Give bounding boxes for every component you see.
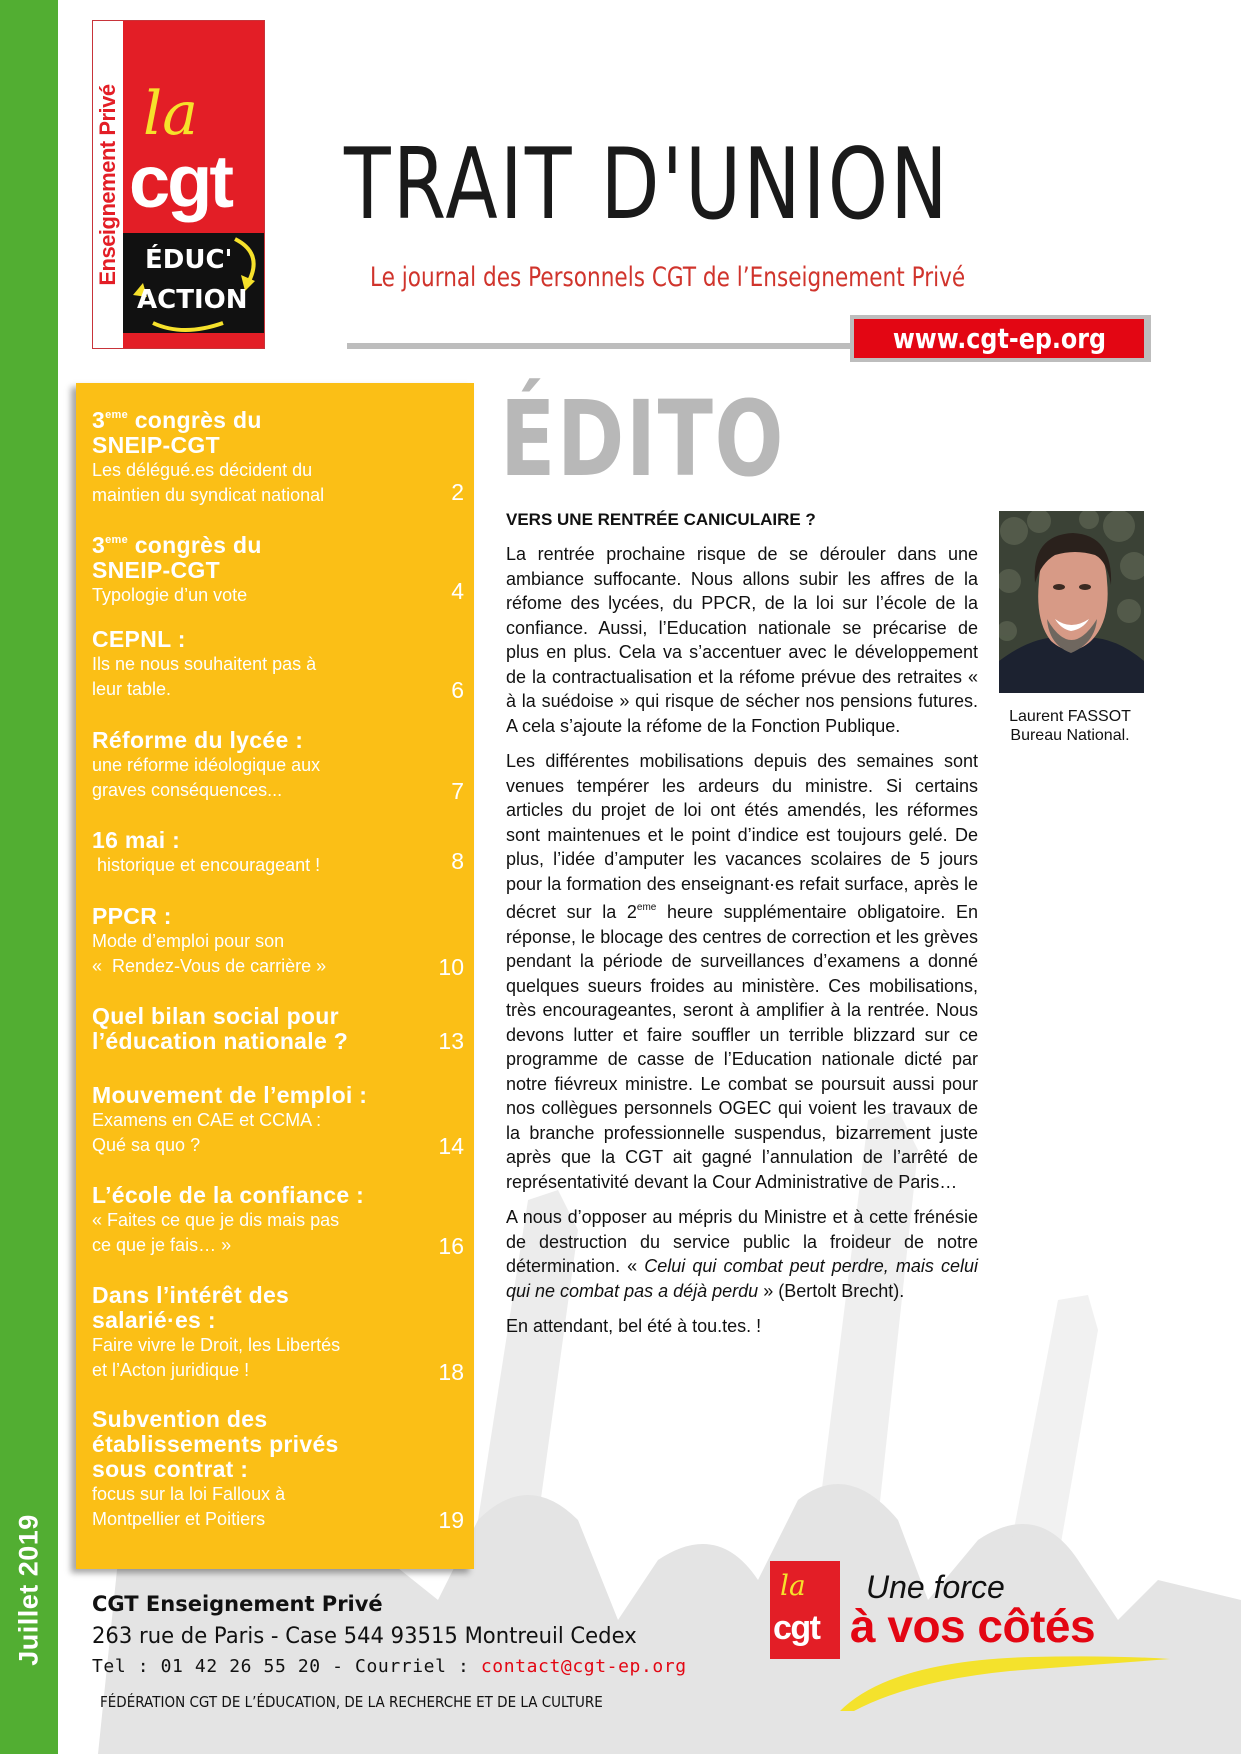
website-badge[interactable] [850, 315, 1151, 362]
toc-item-subtitle: Faire vivre le Droit, les Libertés [92, 1335, 341, 1355]
toc-item-subtitle: leur table. [92, 679, 172, 699]
cgt-slogan-logo [770, 1561, 1170, 1711]
toc-item-page: 6 [451, 677, 464, 703]
journal-subtitle: Le journal des Personnels CGT de l’Enseignement Privé [370, 262, 966, 293]
toc-item-subtitle: et l’Acton juridique ! [92, 1360, 250, 1380]
toc-item-heading-line2: établissements privés [92, 1431, 339, 1457]
toc-item-subtitle: Mode d’emploi pour son [92, 931, 285, 951]
footer-address: 263 rue de Paris - Case 544 93515 Montreuil Cedex [92, 1624, 637, 1649]
toc-item-page: 8 [451, 848, 464, 874]
toc-item[interactable] [92, 1083, 464, 1158]
logo-la: la [143, 79, 198, 149]
toc-item[interactable] [92, 904, 464, 979]
footer-organization: CGT Enseignement Privé [92, 1592, 383, 1616]
logo-vertical-band [93, 21, 123, 348]
edito-closing: En attendant, bel été à tou.tes. ! [506, 1316, 762, 1336]
toc-item-page: 7 [451, 778, 464, 804]
edito-heading: VERS UNE RENTRÉE CANICULAIRE ? [506, 510, 816, 529]
toc-item-heading-line3: sous contrat : [92, 1456, 249, 1482]
footer-federation: FÉDÉRATION CGT DE L’ÉDUCATION, DE LA RECHERCHE ET DE LA CULTURE [100, 1693, 603, 1711]
author-photo [999, 511, 1144, 693]
toc-item-heading-line2: SNEIP-CGT [92, 432, 220, 458]
logo-vertical-text: Enseignement Privé [95, 84, 120, 286]
toc-item-heading: Quel bilan social pour [92, 1003, 339, 1029]
toc-item-subtitle: Les délégué.es décident du [92, 460, 313, 480]
toc-item-heading: CEPNL : [92, 626, 186, 652]
toc-item-heading: L’école de la confiance : [92, 1182, 365, 1208]
brecht-quote: Celui qui combat peut perdre, mais celui qui ne combat pas a déjà perdu [506, 1256, 978, 1301]
toc-item-page: 14 [438, 1133, 464, 1159]
toc-item-page: 16 [438, 1233, 464, 1259]
edito-title: ÉDITO [500, 378, 786, 500]
slogan-cgt: cgt [773, 1609, 820, 1647]
toc-item[interactable] [92, 403, 464, 508]
toc-item-heading: 16 mai : [92, 827, 181, 853]
toc-item-subtitle: « Rendez-Vous de carrière » [92, 956, 327, 976]
toc-item-heading: Mouvement de l’emploi : [92, 1082, 368, 1108]
toc-item-heading: 3eme congrès du [92, 407, 262, 433]
portrait-image [999, 511, 1144, 693]
toc-item-subtitle: historique et encourageant ! [92, 855, 321, 875]
edito-paragraph: La rentrée prochaine risque de se dérouler dans une ambiance suffocante. Nous allons subir les affres de la réfome des lycées, du PPCR, de la loi sur l’école de la confiance. Aussi, l’Education nationale se précarise de plus en plus. Cela va s’accentuer avec le développement de la contractualisation et la réfome prévue des retraites « à la suédoise » qui risque de sécher nos pensions futures. A cela s’ajoute la réfome de la Fonction Publique. [506, 544, 978, 736]
logo-educ-text: ÉDUC' [145, 245, 233, 275]
toc-item-page: 4 [451, 578, 464, 604]
toc-item-heading: PPCR : [92, 903, 172, 929]
toc-item-page: 10 [438, 954, 464, 980]
table-of-contents [76, 383, 474, 1569]
photo-caption [990, 707, 1150, 745]
issue-date: Juillet 2019 [13, 1514, 44, 1666]
toc-item[interactable] [92, 728, 464, 803]
toc-item-subtitle: Ils ne nous souhaitent pas à [92, 654, 317, 674]
toc-item-page: 13 [438, 1028, 464, 1054]
toc-item[interactable] [92, 1407, 464, 1532]
toc-item-heading-line2: SNEIP-CGT [92, 557, 220, 583]
logo-action-text: ACTION [137, 285, 248, 315]
footer-email-link[interactable]: contact@cgt-ep.org [480, 1656, 687, 1677]
toc-item-subtitle: une réforme idéologique aux [92, 755, 321, 775]
author-role: Bureau National. [1010, 727, 1130, 744]
toc-item-page: 19 [438, 1507, 464, 1533]
slogan-line2: à vos côtés [850, 1600, 1096, 1652]
edito-paragraph: Les différentes mobilisations depuis des semaines sont venues tempérer les ardeurs du ministre. Si certains articles du projet de loi ont étés amendés, les réformes sont maintenues et le point d’indice est toujours gelé. De plus, l’idée d’amputer les vacances scolaires de 5 jours pour la formation des enseignant·es refait surface, après le décret sur la 2eme heure supplémentaire obligatoire. En réponse, le blocage des centres de correction et les grèves pendant la période de surveillances d’examens a donné quelques sueurs froides au ministère. Ces mobilisations, très encourageantes, seront à amplifier à la rentrée. Nous devons lutter et faire souffler un terrible blizzard sur ce programme de casse de l’Education nationale dicté par notre fiévreux ministre. Le combat se poursuit aussi pour nos collègues personnels OGEC qui voient les travaux de la branche professionnelle suspendus, bizarrement juste après que la CGT ait gagné l’annulation de l’arrêté de représentativité devant la Cour Administrative de Paris… [506, 751, 978, 1192]
toc-item-subtitle: focus sur la loi Falloux à [92, 1484, 286, 1504]
logo-educaction-block [123, 233, 265, 333]
toc-item[interactable] [92, 1183, 464, 1258]
slogan-la: la [780, 1569, 806, 1602]
toc-item-subtitle: « Faites ce que je dis mais pas [92, 1210, 340, 1230]
toc-item-subtitle: graves conséquences... [92, 780, 283, 800]
toc-item-subtitle: maintien du syndicat national [92, 485, 325, 505]
toc-item-heading-line2: l’éducation nationale ? [92, 1028, 349, 1054]
toc-item-subtitle: Montpellier et Poitiers [92, 1509, 266, 1529]
toc-item-subtitle: Qué sa quo ? [92, 1135, 201, 1155]
footer-contact [92, 1656, 687, 1677]
toc-item-page: 2 [451, 479, 464, 505]
journal-title: TRAIT D'UNION [344, 128, 950, 242]
toc-item-heading: 3eme congrès du [92, 532, 262, 558]
slogan-line1: Une force [866, 1569, 1005, 1605]
author-name: Laurent FASSOT [1009, 708, 1131, 725]
green-side-bar [0, 0, 58, 1754]
footer-phone: Tel : 01 42 26 55 20 - Courriel : [92, 1656, 481, 1677]
edito-paragraph: A nous d’opposer au mépris du Ministre et à cette frénésie de destruction du service public la froideur de notre détermination. « Celui qui combat peut perdre, mais celui qui ne combat pas a déjà perdu » (Bertolt Brecht). [506, 1207, 978, 1301]
edito-body [506, 542, 978, 1350]
toc-item-subtitle: Examens en CAE et CCMA : [92, 1110, 322, 1130]
toc-item-heading: Dans l’intérêt des [92, 1282, 290, 1308]
toc-item[interactable] [92, 1004, 464, 1054]
toc-item[interactable] [92, 528, 464, 608]
toc-item[interactable] [92, 627, 464, 702]
cgt-small-logo [770, 1561, 840, 1659]
toc-item[interactable] [92, 828, 464, 878]
toc-item-heading: Subvention des [92, 1406, 268, 1432]
toc-item[interactable] [92, 1283, 464, 1383]
cgt-educaction-logo [92, 20, 265, 349]
logo-cgt: cgt [129, 140, 231, 223]
toc-item-heading: Réforme du lycée : [92, 727, 304, 753]
website-url[interactable]: www.cgt-ep.org [892, 322, 1106, 355]
toc-item-subtitle: Typologie d’un vote [92, 585, 248, 605]
toc-item-page: 18 [438, 1359, 464, 1385]
toc-item-subtitle: ce que je fais… » [92, 1235, 232, 1255]
toc-item-heading-line2: salarié·es : [92, 1307, 216, 1333]
